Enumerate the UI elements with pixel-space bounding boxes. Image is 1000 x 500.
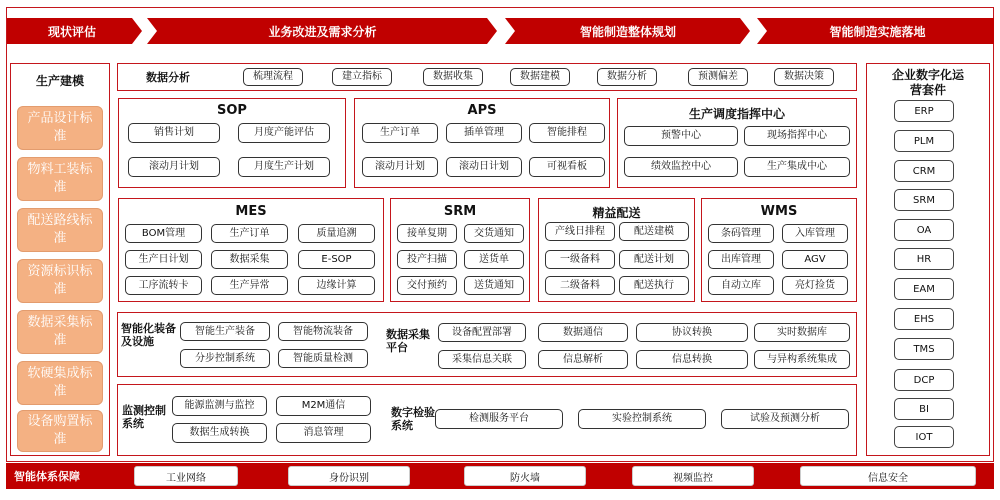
aps-title: APS bbox=[467, 103, 497, 118]
wms-item-6: 亮灯捡货 bbox=[782, 276, 848, 295]
dispatch-item-4: 生产集成中心 bbox=[744, 157, 850, 177]
mes-item-5: 数据采集 bbox=[211, 250, 288, 269]
suite-item-iot: IOT bbox=[894, 426, 954, 448]
monitoring-label: 监测控制系统 bbox=[122, 404, 166, 430]
bottom-bar-label: 智能体系保障 bbox=[14, 470, 80, 483]
suite-item-ehs: EHS bbox=[894, 308, 954, 330]
bottom-item-5: 信息安全 bbox=[800, 466, 976, 486]
sop-item-1: 销售计划 bbox=[128, 123, 220, 143]
left-item-4: 资源标识标准 bbox=[17, 259, 103, 303]
bottom-item-1: 工业网络 bbox=[134, 466, 238, 486]
monitoring-item-3: 数据生成转换 bbox=[172, 423, 267, 443]
mes-item-7: 工序流转卡 bbox=[125, 276, 202, 295]
equipment-item-3: 分步控制系统 bbox=[180, 349, 270, 368]
left-panel-title: 生产建模 bbox=[35, 74, 84, 88]
equipment-item-2: 智能物流装备 bbox=[278, 322, 368, 341]
aps-item-2: 插单管理 bbox=[446, 123, 522, 143]
bottom-item-4: 视频监控 bbox=[632, 466, 754, 486]
mes-item-3: 质量追溯 bbox=[298, 224, 375, 243]
suite-item-oa: OA bbox=[894, 219, 954, 241]
suite-item-tms: TMS bbox=[894, 338, 954, 360]
wms-item-3: 出库管理 bbox=[708, 250, 774, 269]
aps-item-5: 滚动日计划 bbox=[446, 157, 522, 177]
analysis-step-4: 数据建模 bbox=[510, 68, 570, 86]
mes-title: MES bbox=[235, 204, 267, 219]
analysis-step-7: 数据决策 bbox=[774, 68, 834, 86]
dispatch-item-3: 绩效监控中心 bbox=[624, 157, 738, 177]
wms-item-1: 条码管理 bbox=[708, 224, 774, 243]
collection-item-8: 与异构系统集成 bbox=[754, 350, 850, 369]
left-item-6: 软硬集成标准 bbox=[17, 361, 103, 405]
monitoring-item-2: M2M通信 bbox=[276, 396, 371, 416]
analysis-step-2: 建立指标 bbox=[332, 68, 392, 86]
sop-item-3: 滚动月计划 bbox=[128, 157, 220, 177]
collection-item-4: 实时数据库 bbox=[754, 323, 850, 342]
collection-item-6: 信息解析 bbox=[538, 350, 628, 369]
suite-item-crm: CRM bbox=[894, 160, 954, 182]
aps-item-1: 生产订单 bbox=[362, 123, 438, 143]
wms-title: WMS bbox=[760, 204, 798, 219]
lean-item-5: 二级备料 bbox=[545, 276, 615, 295]
wms-item-2: 入库管理 bbox=[782, 224, 848, 243]
data-analysis-title: 数据分析 bbox=[146, 71, 190, 84]
monitoring-item-1: 能源监测与监控 bbox=[172, 396, 267, 416]
bottom-item-2: 身份识别 bbox=[288, 466, 410, 486]
collection-label: 数据采集平台 bbox=[386, 328, 430, 354]
suite-item-erp: ERP bbox=[894, 100, 954, 122]
inspection-label: 数字检验系统 bbox=[391, 406, 435, 432]
mes-item-4: 生产日计划 bbox=[125, 250, 202, 269]
header-label-4: 智能制造实施落地 bbox=[829, 24, 926, 39]
suite-item-dcp: DCP bbox=[894, 369, 954, 391]
lean-title: 精益配送 bbox=[592, 206, 641, 220]
mes-item-9: 边缘计算 bbox=[298, 276, 375, 295]
lean-item-1: 产线日排程 bbox=[545, 222, 615, 241]
lean-item-6: 配送执行 bbox=[619, 276, 689, 295]
collection-item-3: 协议转换 bbox=[636, 323, 748, 342]
equipment-label: 智能化装备及设施 bbox=[121, 322, 176, 348]
srm-title: SRM bbox=[443, 204, 477, 219]
header-label-3: 智能制造整体规划 bbox=[579, 24, 676, 39]
equipment-item-4: 智能质量检测 bbox=[278, 349, 368, 368]
suite-item-srm: SRM bbox=[894, 189, 954, 211]
collection-item-5: 采集信息关联 bbox=[438, 350, 526, 369]
mes-item-6: E-SOP bbox=[298, 250, 375, 269]
inspection-item-3: 试验及预测分析 bbox=[721, 409, 849, 429]
right-panel-title: 企业数字化运营套件 bbox=[891, 68, 964, 97]
wms-item-5: 自动立库 bbox=[708, 276, 774, 295]
suite-item-eam: EAM bbox=[894, 278, 954, 300]
aps-item-3: 智能排程 bbox=[529, 123, 605, 143]
bottom-item-3: 防火墙 bbox=[464, 466, 586, 486]
sop-item-4: 月度生产计划 bbox=[238, 157, 330, 177]
lean-item-3: 一级备料 bbox=[545, 250, 615, 269]
suite-item-hr: HR bbox=[894, 248, 954, 270]
mes-item-2: 生产订单 bbox=[211, 224, 288, 243]
srm-item-1: 接单复期 bbox=[397, 224, 457, 243]
collection-item-7: 信息转换 bbox=[636, 350, 748, 369]
dispatch-title: 生产调度指挥中心 bbox=[688, 107, 785, 121]
dispatch-item-2: 现场指挥中心 bbox=[744, 126, 850, 146]
srm-item-4: 送货单 bbox=[464, 250, 524, 269]
header-label-2: 业务改进及需求分析 bbox=[268, 24, 377, 39]
analysis-step-5: 数据分析 bbox=[597, 68, 657, 86]
lean-item-2: 配送建模 bbox=[619, 222, 689, 241]
suite-item-bi: BI bbox=[894, 398, 954, 420]
sop-item-2: 月度产能评估 bbox=[238, 123, 330, 143]
srm-item-3: 投产扫描 bbox=[397, 250, 457, 269]
suite-item-plm: PLM bbox=[894, 130, 954, 152]
srm-item-6: 送货通知 bbox=[464, 276, 524, 295]
mes-item-1: BOM管理 bbox=[125, 224, 202, 243]
srm-item-5: 交付预约 bbox=[397, 276, 457, 295]
mes-item-8: 生产异常 bbox=[211, 276, 288, 295]
left-item-7: 设备购置标准 bbox=[17, 410, 103, 452]
aps-item-6: 可视看板 bbox=[529, 157, 605, 177]
left-item-3: 配送路线标准 bbox=[17, 208, 103, 252]
lean-item-4: 配送计划 bbox=[619, 250, 689, 269]
analysis-step-6: 预测偏差 bbox=[688, 68, 748, 86]
collection-item-1: 设备配置部署 bbox=[438, 323, 526, 342]
left-item-1: 产品设计标准 bbox=[17, 106, 103, 150]
left-item-5: 数据采集标准 bbox=[17, 310, 103, 354]
srm-item-2: 交货通知 bbox=[464, 224, 524, 243]
header-label-1: 现状评估 bbox=[47, 24, 96, 39]
equipment-item-1: 智能生产装备 bbox=[180, 322, 270, 341]
analysis-step-1: 梳理流程 bbox=[243, 68, 303, 86]
monitoring-item-4: 消息管理 bbox=[276, 423, 371, 443]
collection-item-2: 数据通信 bbox=[538, 323, 628, 342]
aps-item-4: 滚动月计划 bbox=[362, 157, 438, 177]
left-item-2: 物料工装标准 bbox=[17, 157, 103, 201]
wms-item-4: AGV bbox=[782, 250, 848, 269]
sop-title: SOP bbox=[217, 103, 247, 118]
inspection-item-1: 检测服务平台 bbox=[435, 409, 563, 429]
analysis-step-3: 数据收集 bbox=[423, 68, 483, 86]
inspection-item-2: 实验控制系统 bbox=[578, 409, 706, 429]
dispatch-item-1: 预警中心 bbox=[624, 126, 738, 146]
